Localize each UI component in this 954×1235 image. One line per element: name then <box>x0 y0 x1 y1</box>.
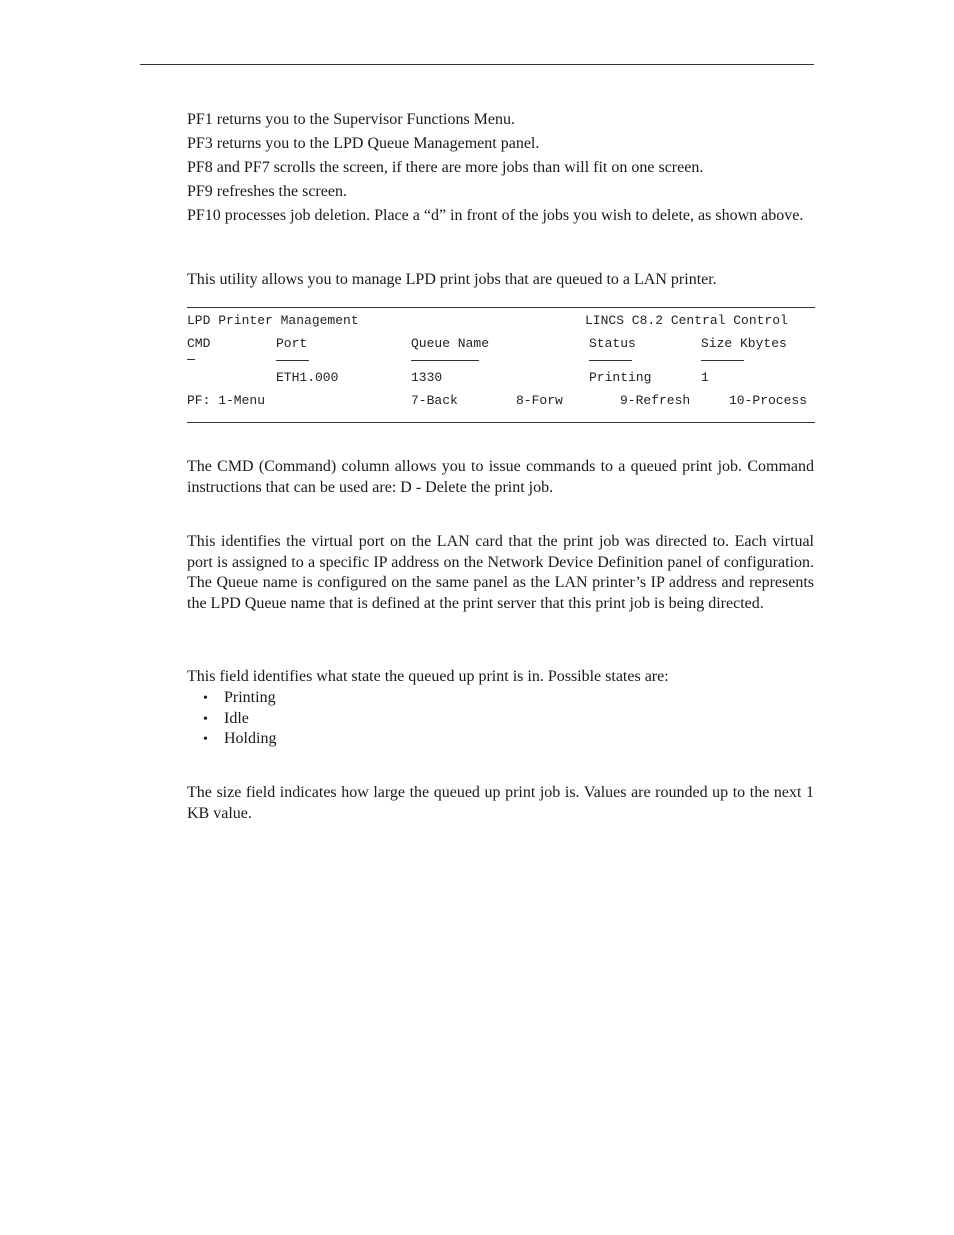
pf10-description: PF10 processes job deletion. Place a “d” in front of the jobs you wish to delete, as shown above. <box>187 207 804 224</box>
status-underline <box>589 360 632 361</box>
row-queue-name: 1330 <box>411 370 443 385</box>
bullet-icon: • <box>203 732 208 748</box>
bullet-icon: • <box>203 691 208 706</box>
port-column-paragraph: This identifies the virtual port on the LAN card that the print job was directed to. Each virtual port is assigned to a specific IP address on the Network Device Definition panel of configuration. The Queue name is configured on the same panel as the LAN printer’s IP address and represents the LPD Queue name that is defined at the print server that this print job is being directed. <box>187 533 814 612</box>
state-printing: Printing <box>224 689 276 706</box>
header-rule <box>140 64 814 65</box>
pf1-description: PF1 returns you to the Supervisor Functions Menu. <box>187 111 515 128</box>
intro-paragraph: This utility allows you to manage LPD print jobs that are queued to a LAN printer. <box>187 271 717 288</box>
bullet-icon: • <box>203 711 208 727</box>
pf9-description: PF9 refreshes the screen. <box>187 183 347 200</box>
header-size-kbytes: Size Kbytes <box>701 336 787 351</box>
list-item <box>203 729 276 750</box>
screen-system-name: LINCS C8.2 Central Control <box>585 313 788 328</box>
row-port: ETH1.000 <box>276 370 339 385</box>
header-cmd: CMD <box>187 336 211 351</box>
header-port: Port <box>276 336 308 351</box>
header-queue-name: Queue Name <box>411 336 490 351</box>
state-idle: Idle <box>224 709 249 727</box>
pf7-back-key[interactable]: 7-Back <box>411 393 458 408</box>
row-size: 1 <box>701 370 709 385</box>
status-column-paragraph: This field identifies what state the queued up print is in. Possible states are: <box>187 668 669 685</box>
pf10-process-key[interactable]: 10-Process <box>729 393 808 408</box>
cmd-field-underline[interactable] <box>187 359 195 360</box>
list-item <box>203 709 276 730</box>
cmd-column-paragraph: The CMD (Command) column allows you to issue commands to a queued print job. Command instructions that can be used are: D - Delete the print job. <box>187 458 814 496</box>
status-states-list <box>203 688 276 750</box>
pf1-menu-key[interactable]: PF: 1-Menu <box>187 393 266 408</box>
port-underline <box>276 360 309 361</box>
list-item <box>203 688 276 709</box>
pf-key-list <box>187 109 827 229</box>
header-status: Status <box>589 336 636 351</box>
pf3-description: PF3 returns you to the LPD Queue Management panel. <box>187 135 540 152</box>
pf8-pf7-description: PF8 and PF7 scrolls the screen, if there are more jobs than will fit on one screen. <box>187 159 704 176</box>
pf9-refresh-key[interactable]: 9-Refresh <box>620 393 691 408</box>
size-underline <box>701 360 744 361</box>
screen-title: LPD Printer Management <box>187 313 359 328</box>
lpd-screen-panel <box>187 307 815 423</box>
queue-name-underline <box>411 360 479 361</box>
size-column-paragraph: The size field indicates how large the queued up print job is. Values are rounded up to the next 1 KB value. <box>187 784 814 822</box>
state-holding: Holding <box>224 730 277 748</box>
row-status: Printing <box>589 370 652 385</box>
pf8-forward-key[interactable]: 8-Forw <box>516 393 563 408</box>
